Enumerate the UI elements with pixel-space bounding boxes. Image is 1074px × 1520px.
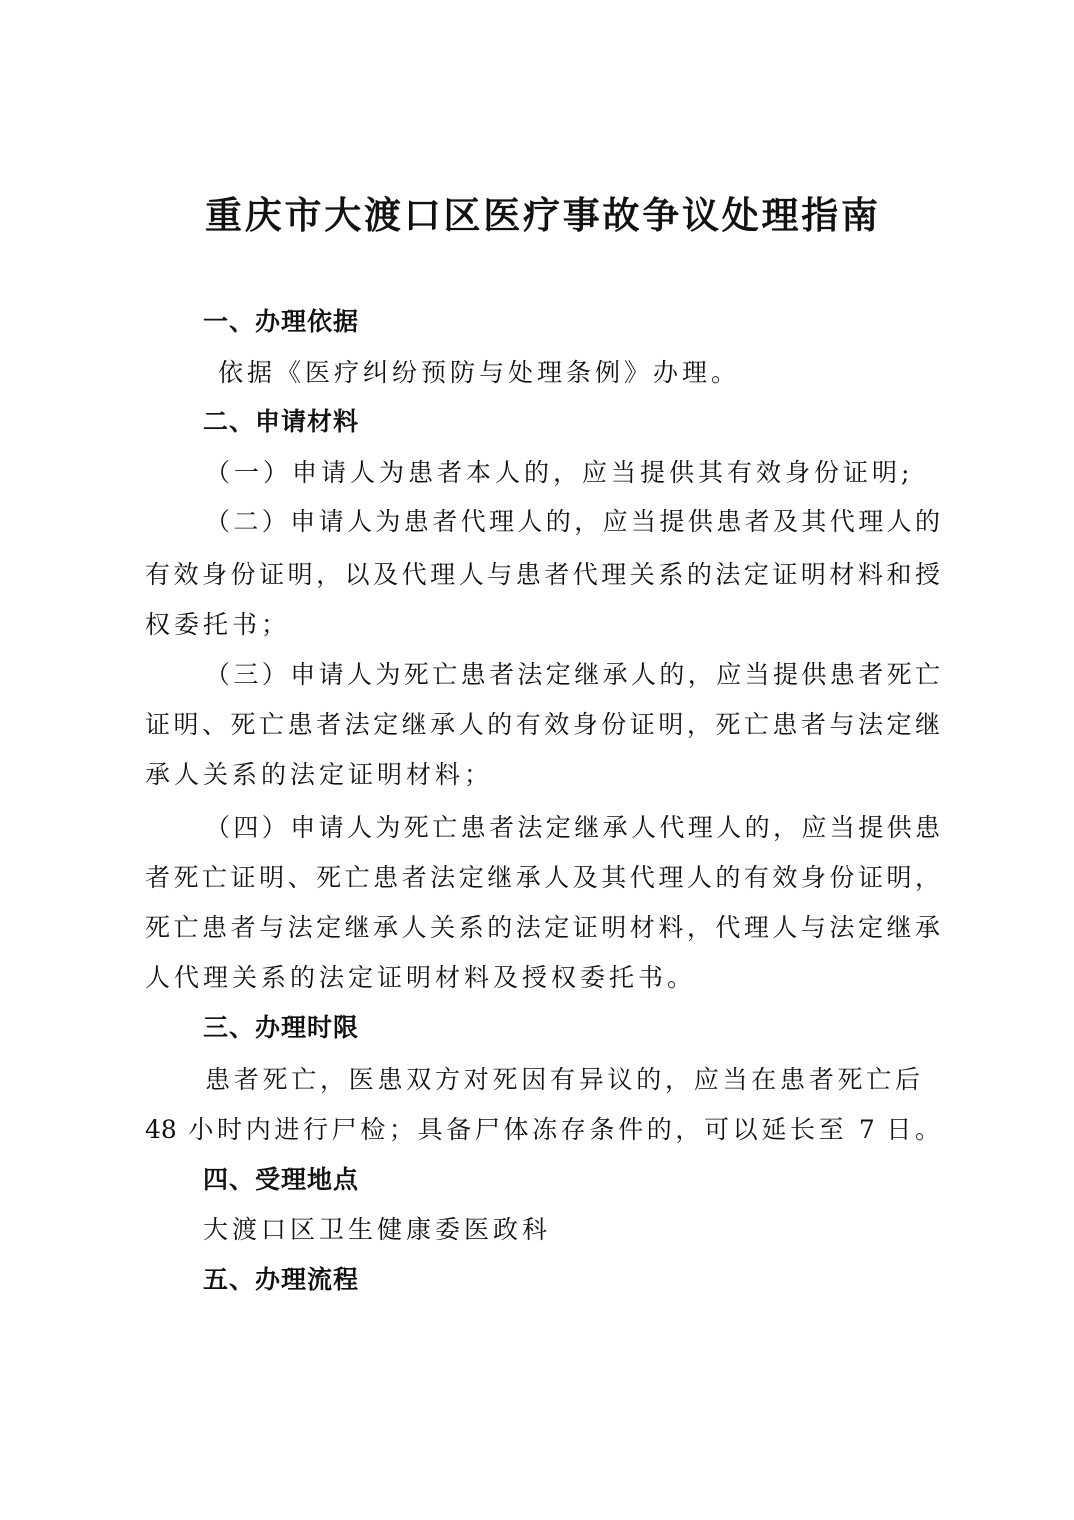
material-item-4-line: 死亡患者与法定继承人关系的法定证明材料，代理人与法定继承 xyxy=(145,913,940,942)
basis-text: 依据《医疗纠纷预防与处理条例》办理。 xyxy=(218,358,741,387)
material-item-3-line: （三）申请人为死亡患者法定继承人的，应当提供患者死亡 xyxy=(205,660,940,689)
material-item-2-line: 权委托书； xyxy=(145,610,291,639)
material-item-1: （一）申请人为患者本人的，应当提供其有效身份证明; xyxy=(205,458,914,487)
time-limit-line: 患者死亡，医患双方对死因有异议的，应当在患者死亡后 xyxy=(205,1065,920,1094)
section-heading-basis: 一、办理依据 xyxy=(203,307,360,336)
section-heading-time-limit: 三、办理时限 xyxy=(203,1013,360,1042)
location-text: 大渡口区卫生健康委医政科 xyxy=(203,1215,552,1244)
document-title: 重庆市大渡口区医疗事故争议处理指南 xyxy=(205,193,878,237)
material-item-3-line: 证明、死亡患者法定继承人的有效身份证明，死亡患者与法定继 xyxy=(145,710,940,739)
material-item-4-line: 者死亡证明、死亡患者法定继承人及其代理人的有效身份证明， xyxy=(145,863,940,892)
section-heading-process: 五、办理流程 xyxy=(203,1265,360,1294)
material-item-4-line: 人代理关系的法定证明材料及授权委托书。 xyxy=(145,963,697,992)
material-item-2-line: 有效身份证明，以及代理人与患者代理关系的法定证明材料和授 xyxy=(145,560,940,589)
time-limit-line: 48 小时内进行尸检；具备尸体冻存条件的，可以延长至 7 日。 xyxy=(145,1115,940,1144)
section-heading-location: 四、受理地点 xyxy=(203,1165,360,1194)
material-item-2-line: （二）申请人为患者代理人的，应当提供患者及其代理人的 xyxy=(205,507,940,536)
section-heading-materials: 二、申请材料 xyxy=(203,407,360,436)
material-item-4-line: （四）申请人为死亡患者法定继承人代理人的，应当提供患 xyxy=(205,813,940,842)
material-item-3-line: 承人关系的法定证明材料； xyxy=(145,760,494,789)
